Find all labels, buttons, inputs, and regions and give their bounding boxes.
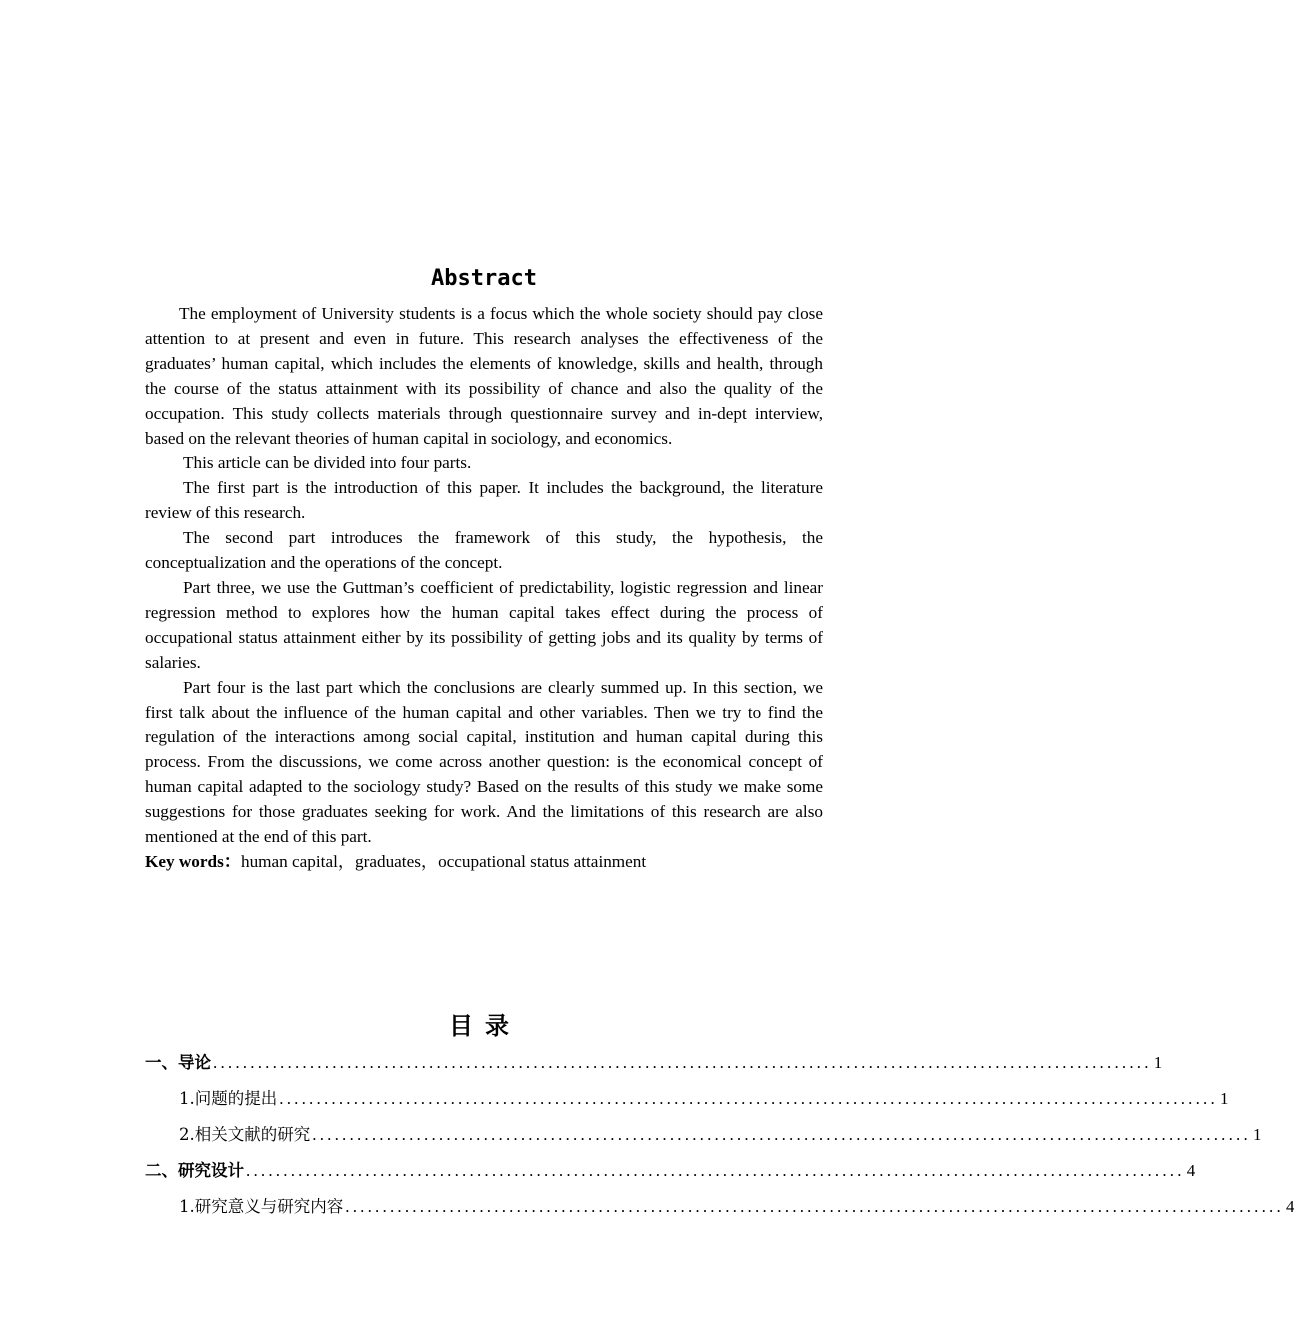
toc-entry-label: 一、导论	[145, 1053, 211, 1072]
toc-entry-label: 二、研究设计	[145, 1161, 244, 1180]
toc-entry-page: 1	[1153, 1053, 1163, 1072]
toc-title: 目录	[449, 1012, 521, 1040]
toc-leader-dots: ..............................................................................................................................	[246, 1161, 1185, 1180]
table-of-contents	[145, 1050, 1294, 1230]
toc-leader-dots: ..............................................................................................................................	[279, 1089, 1218, 1108]
toc-entry[interactable]	[145, 1050, 1163, 1086]
toc-entry[interactable]	[145, 1086, 1229, 1122]
toc-leader-dots: ..............................................................................................................................	[213, 1053, 1152, 1072]
toc-entry[interactable]	[145, 1158, 1196, 1194]
abstract-body	[145, 302, 823, 875]
toc-leader-dots: ..............................................................................................................................	[345, 1197, 1284, 1216]
keywords-line	[145, 850, 823, 875]
abstract-paragraph: The second part introduces the framework of this study, the hypothesis, the conceptualization and the operations of the concept.	[145, 528, 823, 573]
abstract-paragraph: Part three, we use the Guttman’s coefficient of predictability, logistic regression and linear regression method to explores how the human capital takes effect during the process of occupational status attainment either by its possibility of getting jobs and its quality by terms of salaries.	[145, 577, 823, 672]
toc-entry-label: 1.研究意义与研究内容	[179, 1197, 344, 1216]
toc-entry[interactable]	[145, 1122, 1262, 1158]
toc-leader-dots: ..............................................................................................................................	[312, 1125, 1251, 1144]
toc-entry-label: 1.问题的提出	[179, 1089, 278, 1108]
toc-entry[interactable]	[145, 1194, 1294, 1230]
keywords-label: Key words：	[145, 851, 241, 871]
abstract-title: Abstract	[431, 266, 537, 291]
abstract-paragraph: Part four is the last part which the conclusions are clearly summed up. In this section, we first talk about the influence of the human capital and other variables. Then we try to find the regulation of the interactions among social capital, institution and human capital during this process. From the discussions, we come across another question: is the economical concept of human capital adapted to the sociology study? Based on the results of this study we make some suggestions for those graduates seeking for work. And the limitations of this research are also mentioned at the end of this part.	[145, 677, 823, 847]
toc-entry-page: 1	[1252, 1125, 1262, 1144]
toc-entry-label: 2.相关文献的研究	[179, 1125, 311, 1144]
toc-entry-page: 4	[1186, 1161, 1196, 1180]
toc-entry-page: 4	[1285, 1197, 1294, 1216]
abstract-paragraph: The first part is the introduction of this paper. It includes the background, the literature review of this research.	[145, 478, 823, 523]
abstract-paragraph: This article can be divided into four parts.	[183, 453, 472, 473]
keywords-value: human capital，graduates，occupational status attainment	[240, 851, 647, 871]
abstract-paragraph: The employment of University students is a focus which the whole society should pay close attention to at present and even in future. This research analyses the effectiveness of the graduates’ human capital, which includes the elements of knowledge, skills and health, through the course of the status attainment with its possibility of chance and also the quality of the occupation. This study collects materials through questionnaire survey and in-dept interview, based on the relevant theories of human capital in sociology, and economics.	[145, 304, 823, 448]
toc-entry-page: 1	[1219, 1089, 1229, 1108]
